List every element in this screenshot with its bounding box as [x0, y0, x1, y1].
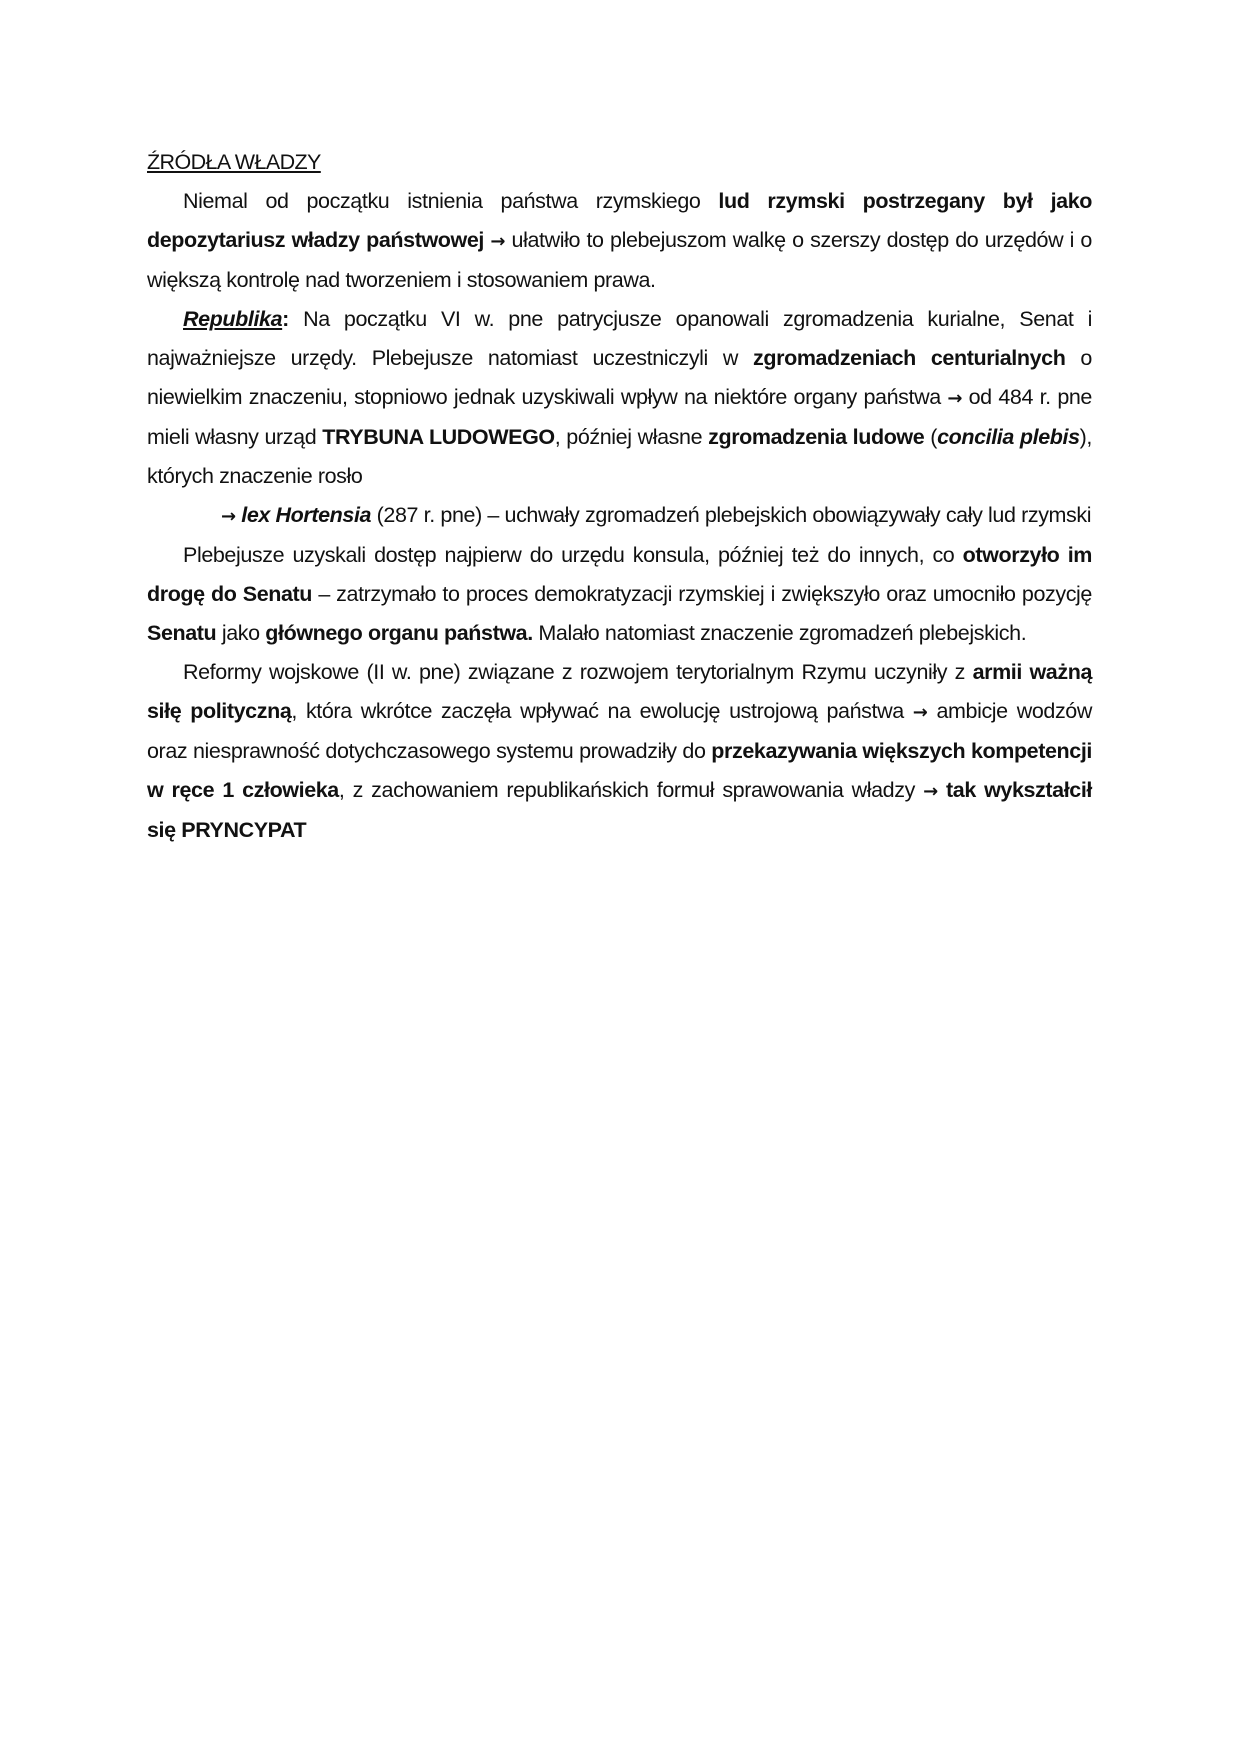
emphasis-text: Senatu	[147, 621, 217, 645]
emphasis-text: armii ważną siłę polityczną	[147, 660, 1092, 723]
text: ułatwiło to plebejuszom walkę o szerszy dostęp do urzędów i o większą kontrolę nad tworzeniem i stosowaniem prawa.	[147, 228, 1092, 292]
text: (287 r. pne) – uchwały zgromadzeń plebejskich obowiązywały cały lud rzymski	[371, 503, 1092, 527]
text: ambicje wodzów oraz niesprawność dotychczasowego systemu prowadziły do	[147, 699, 1092, 763]
latin-term: concilia plebis	[937, 425, 1080, 449]
text: Reformy wojskowe (II w. pne) związane z rozwojem terytorialnym Rzymu uczyniły z	[183, 660, 973, 684]
paragraph-intro	[147, 182, 1092, 300]
emphasis-text: lud rzymski postrzegany był jako depozytariusz władzy państwowej	[147, 189, 1092, 252]
arrow-right-icon: →	[221, 506, 236, 527]
document-body	[147, 143, 1092, 850]
paragraph-lex-hortensia	[221, 496, 1092, 536]
text: – zatrzymało to proces demokratyzacji rzymskiej i zwiększyło oraz umocniło pozycję	[312, 582, 1092, 606]
document-title: ŹRÓDŁA WŁADZY	[147, 150, 321, 174]
text: ), których znaczenie rosło	[147, 425, 1092, 488]
text: Malało natomiast znaczenie zgromadzeń plebejskich.	[532, 621, 1027, 645]
emphasis-text: zgromadzenia ludowe	[708, 425, 925, 449]
emphasis-text: otworzyło im drogę do Senatu	[147, 543, 1093, 606]
paragraph-military-reforms	[147, 653, 1092, 850]
text: Plebejusze uzyskali dostęp najpierw do urzędu konsula, później też do innych, co	[183, 543, 963, 567]
section-label-republika: Republika	[183, 307, 283, 331]
text: od 484 r. pne mieli własny urząd	[147, 385, 1092, 449]
emphasis-text: TRYBUNA LUDOWEGO	[322, 425, 555, 449]
emphasis-text: przekazywania większych kompetencji w ręce 1 człowieka	[147, 739, 1092, 802]
text: jako	[216, 621, 266, 645]
emphasis-text: tak wykształcił się PRYNCYPAT	[147, 778, 1093, 842]
arrow-right-icon: →	[490, 231, 506, 252]
paragraph-republic	[147, 300, 1092, 496]
text: , która wkrótce zaczęła wpływać na ewolucję ustrojową państwa	[291, 699, 913, 723]
text: Niemal od początku istnienia państwa rzymskiego	[183, 189, 719, 213]
latin-term: lex Hortensia	[241, 503, 372, 527]
label-colon: :	[282, 307, 289, 331]
emphasis-text: głównego organu państwa.	[265, 621, 533, 645]
text: (	[924, 425, 938, 449]
emphasis-text: zgromadzeniach centurialnych	[753, 346, 1066, 370]
paragraph-plebeians	[147, 536, 1092, 653]
arrow-right-icon: →	[923, 781, 938, 802]
text: , z zachowaniem republikańskich formuł sprawowania władzy	[338, 778, 924, 802]
arrow-right-icon: →	[947, 388, 963, 409]
text: , później własne	[554, 425, 709, 449]
arrow-right-icon: →	[912, 702, 928, 723]
text: Na początku VI w. pne patrycjusze opanowali zgromadzenia kurialne, Senat i najważniejsze urzędy. Plebejusze natomiast uczestniczyli w	[147, 307, 1092, 370]
text: o niewielkim znaczeniu, stopniowo jednak uzyskiwali wpływ na niektóre organy państwa	[147, 346, 1092, 409]
